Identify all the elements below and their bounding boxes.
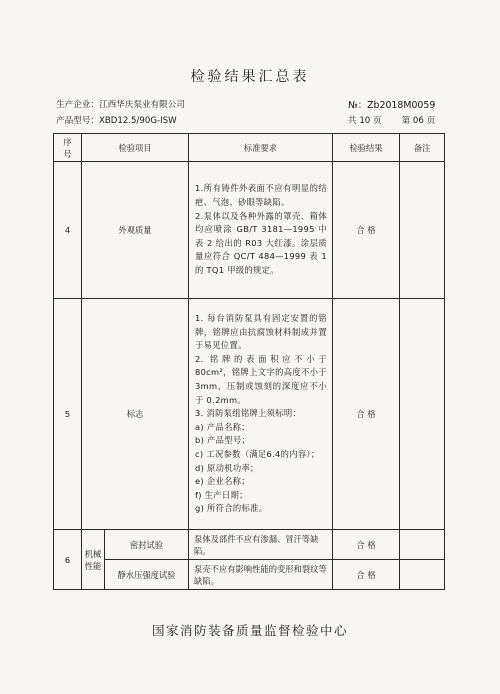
- standard-line: d) 原动机功率；: [195, 462, 259, 473]
- standard-line: 3. 消防泵组铭牌上须标明：: [195, 408, 302, 419]
- subrow-result: 合 格: [333, 560, 400, 590]
- header-note: 备注: [400, 134, 445, 162]
- total-pages: 共 10 页: [348, 116, 382, 126]
- subrow-standard: 泵壳不应有影响性能的变形和裂纹等缺陷。: [189, 560, 333, 590]
- row-seq: 5: [54, 299, 82, 530]
- standard-line: c) 工况参数（满足6.4的内容）；: [195, 448, 320, 459]
- standard-line: 1.所有铸件外表面不应有明显的结疤、气泡、砂眼等缺陷。: [195, 183, 328, 208]
- row-seq: 6: [54, 530, 82, 590]
- row-note: [400, 299, 445, 530]
- header-result: 检验结果: [333, 134, 400, 162]
- row-item: 外观质量: [82, 162, 189, 299]
- header-item: 检验项目: [82, 134, 189, 162]
- row-result: 合 格: [333, 299, 400, 530]
- subrow-note: [400, 560, 445, 590]
- current-page: 第 06 页: [401, 116, 436, 126]
- subrow-note: [400, 530, 445, 560]
- row-seq: 4: [54, 162, 82, 299]
- row-note: [400, 162, 445, 299]
- standard-line: 1. 每台消防泵具有固定安置的铭牌，铭牌应由抗腐蚀材料制成并置于易见位置。: [195, 313, 328, 351]
- issuer-footer: 国家消防装备质量监督检验中心: [151, 623, 348, 638]
- table-row: [54, 560, 445, 590]
- standard-line: 2. 铭牌的表面积应不小于80cm²，铭牌上文字的高度不小于 3mm，压制或蚀刻的深度应不小于 0.2mm。: [195, 353, 328, 405]
- subrow-result: 合 格: [333, 530, 400, 560]
- row-result: 合 格: [333, 162, 400, 299]
- table-header-row: [54, 134, 445, 162]
- standard-line: e) 企业名称；: [195, 476, 250, 487]
- table-row: [54, 162, 445, 299]
- header-standard: 标准要求: [189, 134, 333, 162]
- producer-label: 生产企业：江西华庆泵业有限公司: [56, 100, 185, 110]
- standard-line: a) 产品名称；: [195, 421, 250, 432]
- page-count: [348, 114, 435, 126]
- row-group: 机械性能: [82, 530, 105, 590]
- standard-line: 2.泵体以及各种外露的罩壳、箱体均应喷涂 GB/T 3181—1995 中表 2 给出的 R03 大红漆。涂层质量应符合 QC/T 484—1999 表 1 的 TQ1 甲级的规定。: [195, 210, 328, 275]
- row-standard: [189, 299, 333, 530]
- subrow-item: 静水压强度试验: [105, 560, 189, 590]
- standard-line: b) 产品型号；: [195, 435, 251, 446]
- product-model: 产品型号：XBD12.5/90G-ISW: [56, 116, 177, 126]
- row-standard: [189, 162, 333, 299]
- standard-line: f) 生产日期；: [195, 489, 248, 500]
- subrow-item: 密封试验: [105, 530, 189, 560]
- table-row: [54, 530, 445, 560]
- page-title: 检验结果汇总表: [190, 69, 310, 85]
- header-seq: 序号: [54, 134, 82, 162]
- results-table: [53, 133, 445, 590]
- row-item: 标志: [82, 299, 189, 530]
- report-number: №：Zb2018M0059: [348, 100, 436, 111]
- standard-line: g) 所符合的标准。: [195, 503, 268, 514]
- subrow-standard: 泵体及部件不应有渗漏、冒汗等缺陷。: [189, 530, 333, 560]
- table-row: [54, 299, 445, 530]
